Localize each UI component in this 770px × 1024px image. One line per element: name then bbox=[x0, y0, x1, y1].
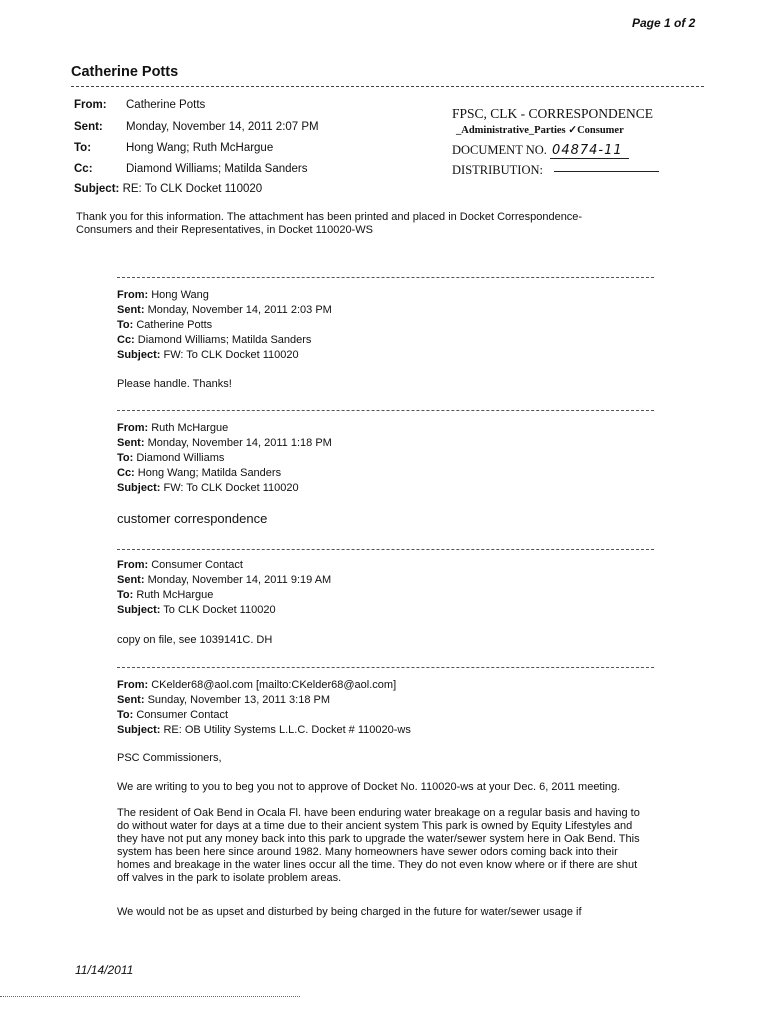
message-body: customer correspondence bbox=[117, 511, 268, 526]
subject-value: FW: To CLK Docket 110020 bbox=[163, 349, 299, 361]
stamp-document-row bbox=[452, 142, 692, 159]
page-number: Page 1 of 2 bbox=[632, 16, 696, 30]
from-value: Ruth McHargue bbox=[151, 422, 229, 434]
sent-label: Sent: bbox=[117, 574, 145, 586]
intro-paragraph: Thank you for this information. The attachment has been printed and placed in Docket Correspondence-Consumers and their Representatives, in Docket 110020-WS bbox=[76, 211, 583, 236]
header-from-value: Catherine Potts bbox=[126, 99, 206, 111]
subject-value: FW: To CLK Docket 110020 bbox=[163, 482, 299, 494]
message-header bbox=[117, 678, 411, 738]
stamp-title: FPSC, CLK - CORRESPONDENCE bbox=[452, 106, 654, 121]
stamp-document-number: 04874-11 bbox=[550, 143, 629, 159]
sent-value: Monday, November 14, 2011 2:03 PM bbox=[147, 304, 332, 316]
from-label: From: bbox=[117, 422, 149, 434]
from-value: Consumer Contact bbox=[151, 559, 243, 571]
sent-label: Sent: bbox=[117, 694, 145, 706]
header-cc-value: Diamond Williams; Matilda Sanders bbox=[126, 163, 308, 175]
to-value: Consumer Contact bbox=[136, 709, 229, 721]
cc-value: Hong Wang; Matilda Sanders bbox=[137, 467, 282, 479]
to-label: To: bbox=[117, 319, 134, 331]
to-label: To: bbox=[117, 589, 134, 601]
header-cc-label: Cc: bbox=[74, 163, 93, 175]
sent-value: Monday, November 14, 2011 9:19 AM bbox=[147, 574, 332, 586]
header-to-label: To: bbox=[74, 142, 92, 154]
subject-label: Subject: bbox=[117, 724, 161, 736]
header-subject-value: RE: To CLK Docket 110020 bbox=[122, 183, 263, 195]
header-sent-label: Sent: bbox=[74, 121, 103, 133]
sent-value: Sunday, November 13, 2011 3:18 PM bbox=[147, 694, 330, 706]
footer-date: 11/14/2011 bbox=[75, 963, 134, 977]
greeting: PSC Commissioners, bbox=[117, 752, 222, 764]
to-value: Diamond Williams bbox=[136, 452, 225, 464]
sent-label: Sent: bbox=[117, 437, 145, 449]
header-subject-label: Subject: bbox=[74, 183, 120, 195]
header-from-label: From: bbox=[74, 99, 107, 111]
stamp-distribution-blank bbox=[554, 171, 659, 172]
message-separator bbox=[117, 410, 654, 411]
message-header bbox=[117, 421, 332, 496]
stamp-distribution-row bbox=[452, 162, 692, 178]
subject-label: Subject: bbox=[117, 604, 161, 616]
footer-rule bbox=[0, 996, 300, 997]
header-rule bbox=[71, 86, 704, 87]
message-body-paragraph: The resident of Oak Bend in Ocala Fl. have been enduring water breakage on a regular basis and having to do without water for days at a time due to their ancient system This park is owned by Equity Lifestyles and they have not put any money back into this park to upgrade the water/sewer system here in Oak Bend. This system has been here since around 1982. Many homeowners have sewer odors coming back into their homes and breakage in the water lines occur all the time. They do not even know where or if there are shut off valves in the park to isolate problem areas. bbox=[117, 807, 640, 884]
to-label: To: bbox=[117, 452, 134, 464]
subject-value: To CLK Docket 110020 bbox=[163, 604, 276, 616]
from-value: Hong Wang bbox=[151, 289, 209, 301]
sent-label: Sent: bbox=[117, 304, 145, 316]
cc-value: Diamond Williams; Matilda Sanders bbox=[137, 334, 312, 346]
subject-value: RE: OB Utility Systems L.L.C. Docket # 110020-ws bbox=[163, 724, 411, 736]
cc-label: Cc: bbox=[117, 334, 135, 346]
message-header bbox=[117, 288, 332, 363]
message-body: copy on file, see 1039141C. DH bbox=[117, 634, 273, 646]
header-to-value: Hong Wang; Ruth McHargue bbox=[126, 142, 274, 154]
stamp-document-label: DOCUMENT NO. bbox=[452, 143, 547, 157]
subject-label: Subject: bbox=[117, 482, 161, 494]
sent-value: Monday, November 14, 2011 1:18 PM bbox=[147, 437, 332, 449]
clerk-stamp bbox=[452, 106, 692, 178]
to-value: Catherine Potts bbox=[136, 319, 213, 331]
header-subject-row bbox=[74, 183, 262, 195]
to-value: Ruth McHargue bbox=[136, 589, 214, 601]
to-label: To: bbox=[117, 709, 134, 721]
from-label: From: bbox=[117, 559, 149, 571]
message-header bbox=[117, 558, 331, 618]
sender-name: Catherine Potts bbox=[71, 64, 179, 80]
from-value: CKelder68@aol.com [mailto:CKelder68@aol.com] bbox=[151, 679, 397, 691]
stamp-distribution-label: DISTRIBUTION: bbox=[452, 163, 543, 177]
header-sent-value: Monday, November 14, 2011 2:07 PM bbox=[126, 121, 319, 133]
message-separator bbox=[117, 277, 654, 278]
message-separator bbox=[117, 549, 654, 550]
subject-label: Subject: bbox=[117, 349, 161, 361]
message-body: Please handle. Thanks! bbox=[117, 378, 232, 390]
from-label: From: bbox=[117, 679, 149, 691]
message-body-paragraph: We are writing to you to beg you not to approve of Docket No. 110020-ws at your Dec. 6, 2011 meeting. bbox=[117, 781, 621, 793]
message-body-paragraph: We would not be as upset and disturbed by being charged in the future for water/sewer usage if bbox=[117, 906, 582, 918]
from-label: From: bbox=[117, 289, 149, 301]
stamp-options: _Administrative_Parties ✓Consumer bbox=[456, 125, 624, 136]
message-separator bbox=[117, 667, 654, 668]
cc-label: Cc: bbox=[117, 467, 135, 479]
